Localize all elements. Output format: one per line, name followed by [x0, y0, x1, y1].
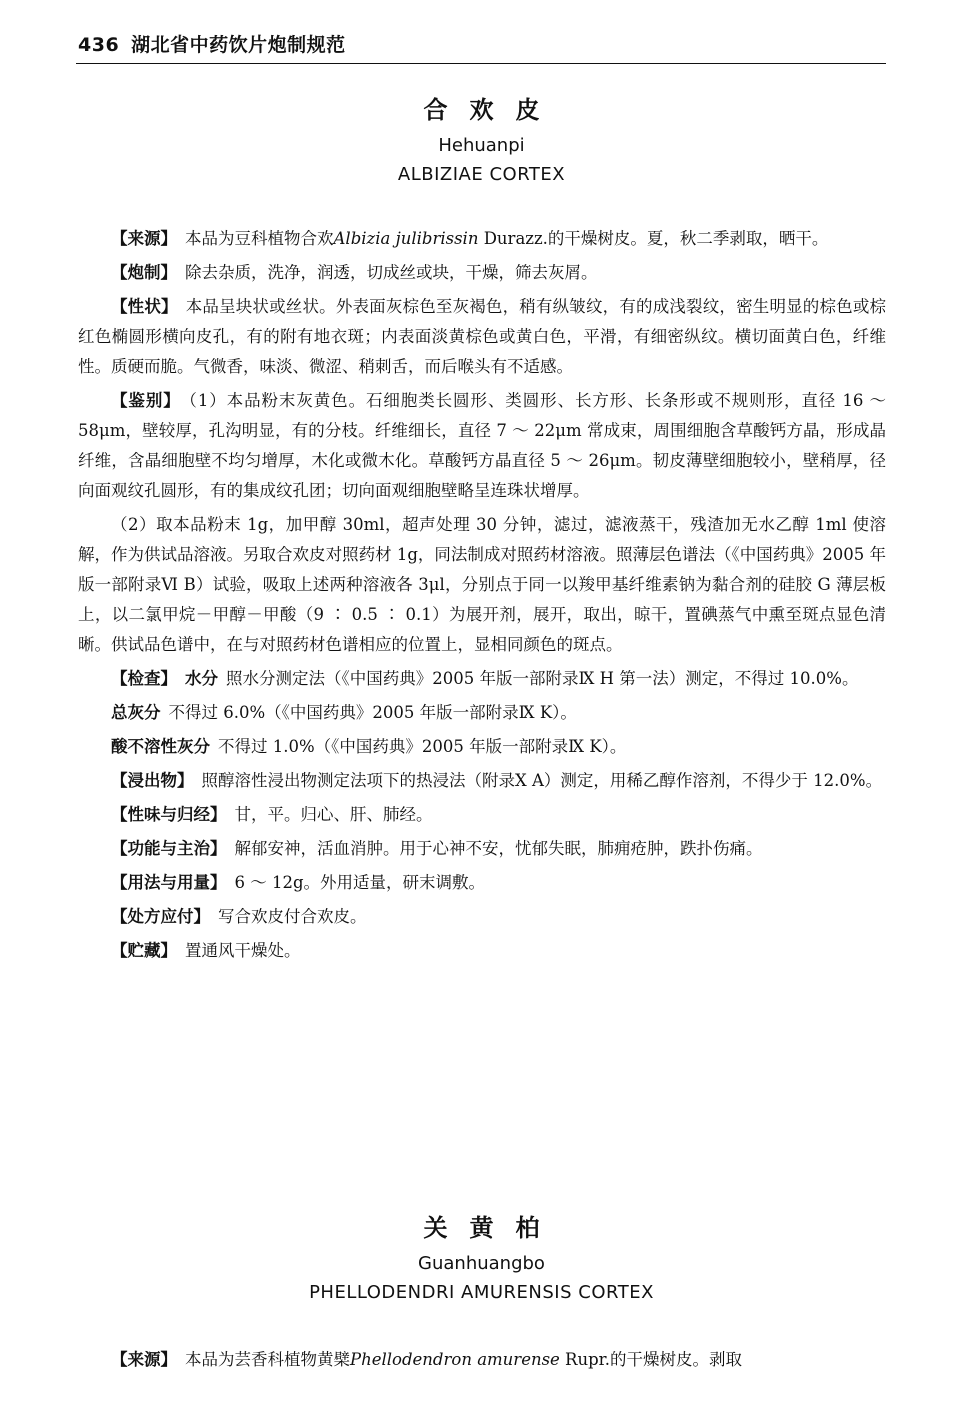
section-label: 【浸出物】: [111, 771, 194, 790]
section-label: 【检查】: [111, 669, 177, 688]
section-prescription: 【处方应付】 写合欢皮付合欢皮。: [111, 907, 367, 926]
section-usage: 【用法与用量】 6 ～ 12g。外用适量，研末调敷。: [111, 873, 486, 892]
section-source: 【来源】 本品为豆科植物合欢Albizia julibrissin Durazz.的干燥树皮。夏，秋二季剥取，晒干。: [111, 229, 829, 248]
header-rule: [76, 63, 886, 64]
entry-body-guanhuangbo: [78, 1345, 886, 1379]
book-title: 湖北省中药饮片炮制规范: [131, 34, 346, 56]
moisture-label: 水分: [185, 669, 218, 688]
section-label: 【贮藏】: [111, 941, 177, 960]
section-label: 【炮制】: [111, 263, 177, 282]
section-storage: 【贮藏】 置通风干燥处。: [111, 941, 301, 960]
section-acid-ash: 酸不溶性灰分 不得过 1.0%（《中国药典》2005 年版一部附录Ⅸ K）。: [111, 737, 627, 756]
entry-title-pinyin: Guanhuangbo: [418, 1253, 545, 1274]
acid-ash-label: 酸不溶性灰分: [111, 737, 210, 756]
section-label: 【来源】: [111, 229, 177, 248]
entry-body-hehuanpi: [78, 224, 886, 970]
page-number: 436: [78, 34, 120, 56]
section-label: 【功能与主治】: [111, 839, 227, 858]
entry-title-chinese: 合欢皮: [423, 96, 562, 124]
entry-title-guanhuangbo: [0, 1208, 963, 1303]
entry-title-pinyin: Hehuanpi: [438, 135, 525, 156]
section-nature-meridian: 【性味与归经】 甘，平。归心、肝、肺经。: [111, 805, 433, 824]
running-head: [78, 30, 886, 57]
section-identification: 【鉴别】 （1）本品粉末灰黄色。石细胞类长圆形、类圆形、长方形、长条形或不规则形，直径 16 ～ 58μm，壁较厚，孔沟明显，有的分枝。纤维细长，直径 7 ～ 22μm 常成束，周围细胞含草酸钙方晶，形成晶纤维，含晶细胞壁不均匀增厚，木化或微木化。草酸钙方晶直径 5 ～ 26μm。韧皮薄壁细胞较小，壁稍厚，径向面观纹孔圆形，有的集成纹孔团；切向面观细胞壁略呈连珠状增厚。: [78, 391, 887, 500]
entry-title-latin: PHELLODENDRI AMURENSIS CORTEX: [309, 1282, 654, 1303]
latin-name: Albizia julibrissin: [333, 229, 479, 248]
latin-name: Phellodendron amurense: [350, 1350, 560, 1369]
section-characters: 【性状】 本品呈块状或丝状。外表面灰棕色至灰褐色，稍有纵皱纹，有的成浅裂纹，密生明显的棕色或棕红色椭圆形横向皮孔，有的附有地衣斑；内表面淡黄棕色或黄白色，平滑，有细密纵纹。横切面黄白色，纤维性。质硬而脆。气微香，味淡、微涩、稍刺舌，而后喉头有不适感。: [78, 297, 887, 376]
entry-title-hehuanpi: [0, 90, 963, 185]
section-label: 【来源】: [111, 1350, 177, 1369]
section-label: 【处方应付】: [111, 907, 210, 926]
section-extract: 【浸出物】 照醇溶性浸出物测定法项下的热浸法（附录Ⅹ A）测定，用稀乙醇作溶剂，不得少于 12.0%。: [111, 771, 883, 790]
section-label: 【性状】: [111, 297, 178, 316]
total-ash-label: 总灰分: [111, 703, 161, 722]
entry-title-chinese: 关黄柏: [423, 1214, 562, 1242]
section-processing: 【炮制】 除去杂质，洗净，润透，切成丝或块，干燥，筛去灰屑。: [111, 263, 598, 282]
section-function: 【功能与主治】 解郁安神，活血消肿。用于心神不安，忧郁失眠，肺痈疮肿，跌扑伤痛。: [111, 839, 763, 858]
section-total-ash: 总灰分 不得过 6.0%（《中国药典》2005 年版一部附录Ⅸ K）。: [111, 703, 577, 722]
section-label: 【鉴别】: [111, 391, 181, 410]
section-label: 【用法与用量】: [111, 873, 227, 892]
section-inspection: 【检查】 水分 照水分测定法（《中国药典》2005 年版一部附录Ⅸ H 第一法）测定，不得过 10.0%。: [111, 669, 859, 688]
section-identification-tlc: （2）取本品粉末 1g，加甲醇 30ml，超声处理 30 分钟，滤过，滤液蒸干，残渣加无水乙醇 1ml 使溶解，作为供试品溶液。另取合欢皮对照药材 1g，同法制成对照药材溶液。照薄层色谱法（《中国药典》2005 年版一部附录Ⅵ B）试验，吸取上述两种溶液各 3μl，分别点于同一以羧甲基纤维素钠为黏合剂的硅胶 G 薄层板上，以二氯甲烷－甲醇－甲酸（9 ∶ 0.5 ∶ 0.1）为展开剂，展开，取出，晾干，置碘蒸气中熏至斑点显色清晰。供试品色谱中，在与对照药材色谱相应的位置上，显相同颜色的斑点。: [78, 515, 886, 654]
section-source: 【来源】 本品为芸香科植物黄檗Phellodendron amurense Rupr.的干燥树皮。剥取: [111, 1350, 742, 1369]
section-label: 【性味与归经】: [111, 805, 227, 824]
entry-title-latin: ALBIZIAE CORTEX: [397, 164, 566, 185]
